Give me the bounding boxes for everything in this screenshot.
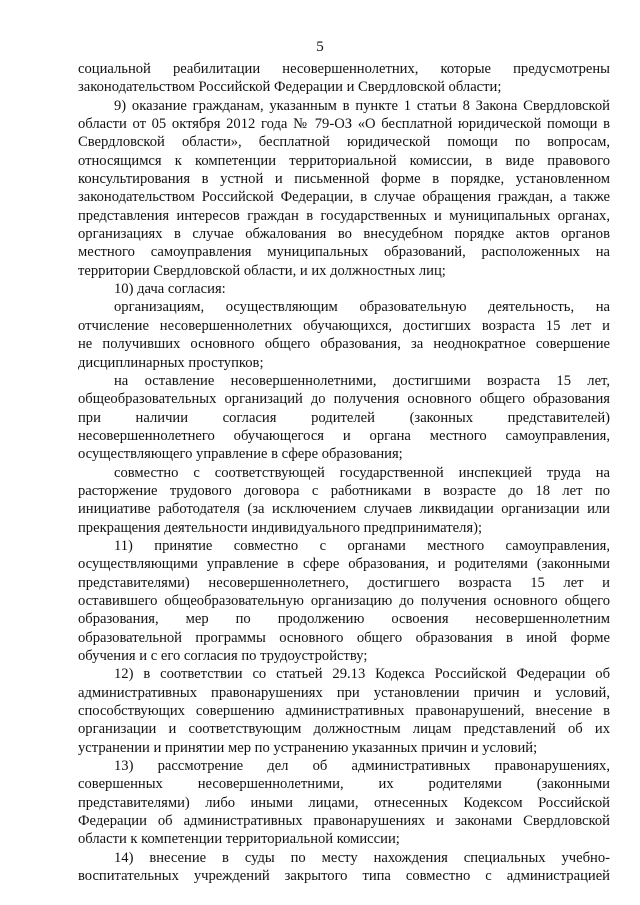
text-line: на оставление несовершеннолетними, достигшими возраста 15 лет, bbox=[114, 372, 610, 389]
text-line: совместно с соответствующей государственной инспекцией труда на bbox=[114, 464, 610, 481]
text-line: общеобразовательных организаций до получения основного общего образования bbox=[78, 391, 610, 408]
text-line: Свердловской области», бесплатной юридической помощи по вопросам, bbox=[78, 134, 610, 151]
text-line: расторжение трудового договора с работниками в возрасте до 18 лет по bbox=[78, 482, 610, 499]
text-line: Федерации об административных правонарушениях и законами Свердловской bbox=[78, 813, 610, 830]
text-line: обучения и с его согласия по трудоустройству; bbox=[78, 648, 368, 664]
text-line: способствующих совершению административных правонарушений, внесение в bbox=[78, 703, 610, 720]
text-line: образования, мер по продолжению освоения несовершеннолетним bbox=[78, 611, 610, 628]
text-line: относящимся к компетенции территориальной комиссии, в виде правового bbox=[78, 152, 610, 169]
text-line: организациям, осуществляющим образовательную деятельность, на bbox=[114, 299, 610, 316]
text-line: законодательством Российской Федерации и Свердловской области; bbox=[78, 79, 502, 96]
text-line: 12) в соответствии со статьей 29.13 Кодекса Российской Федерации об bbox=[114, 666, 610, 683]
page-number: 5 bbox=[316, 39, 324, 55]
text-line: 9) оказание гражданам, указанным в пункте 1 статьи 8 Закона Свердловской bbox=[114, 97, 610, 114]
text-line: при наличии согласия родителей (законных представителей) bbox=[78, 409, 610, 426]
text-line: отчисление несовершеннолетних обучающихся, достигших возраста 15 лет и bbox=[78, 317, 610, 334]
text-line: устранении и принятии мер по устранению указанных причин и условий; bbox=[78, 739, 538, 756]
text-line: области к компетенции территориальной комиссии; bbox=[78, 831, 400, 848]
text-line: прекращения деятельности индивидуального предпринимателя); bbox=[78, 519, 482, 536]
text-line: 13) рассмотрение дел об административных правонарушениях, bbox=[114, 758, 610, 775]
text-line: области от 05 октября 2012 года № 79-ОЗ «О бесплатной юридической помощи в bbox=[78, 116, 610, 133]
text-line: консультирования в устной и письменной форме в порядке, установленном bbox=[78, 171, 610, 188]
text-line: территории Свердловской области, и их должностных лиц; bbox=[78, 262, 446, 279]
text-line: 10) дача согласия: bbox=[114, 281, 226, 298]
text-line: 11) принятие совместно с органами местного самоуправления, bbox=[114, 537, 610, 554]
text-line: дисциплинарных проступков; bbox=[78, 354, 264, 371]
text-line: представителями) либо иными лицами, отнесенных Кодексом Российской bbox=[78, 794, 610, 811]
text-line: воспитательных учреждений закрытого типа совместно с администрацией bbox=[78, 868, 610, 885]
text-line: образовательной программы основного общего образования в иной форме bbox=[78, 629, 610, 646]
text-line: местного самоуправления муниципальных образований, расположенных на bbox=[78, 244, 610, 261]
text-line: 14) внесение в суды по месту нахождения специальных учебно- bbox=[114, 849, 610, 866]
text-line: социальной реабилитации несовершеннолетних, которые предусмотрены bbox=[78, 61, 610, 77]
text-line: организации и соответствующим должностным лицам представлений об их bbox=[78, 721, 610, 738]
document-body bbox=[78, 60, 610, 885]
text-line: организациях в случае обжалования во внесудебном порядке актов органов bbox=[78, 226, 610, 243]
text-line: инициативе работодателя (за исключением случаев ликвидации организации или bbox=[78, 501, 610, 518]
text-line: осуществляющего управление в сфере образования; bbox=[78, 446, 403, 463]
text-line: несовершеннолетнего обучающегося и органа местного самоуправления, bbox=[78, 427, 610, 444]
text-line: законодательством Российской Федерации, в случае обращения граждан, а также bbox=[78, 189, 610, 206]
text-line: не получивших основного общего образования, за неоднократное совершение bbox=[78, 336, 610, 353]
text-line: совершенных несовершеннолетними, их родителями (законными bbox=[78, 776, 610, 793]
text-line: оставившего общеобразовательную организацию до получения основного общего bbox=[78, 592, 610, 609]
text-line: представления интересов граждан в государственных и муниципальных органах, bbox=[78, 207, 610, 224]
text-line: представителями) несовершеннолетнего, достигшего возраста 15 лет и bbox=[78, 574, 610, 591]
text-line: административных правонарушениях при установлении причин и условий, bbox=[78, 684, 610, 701]
text-line: осуществляющими управление в сфере образования, и родителями (законными bbox=[78, 556, 610, 573]
